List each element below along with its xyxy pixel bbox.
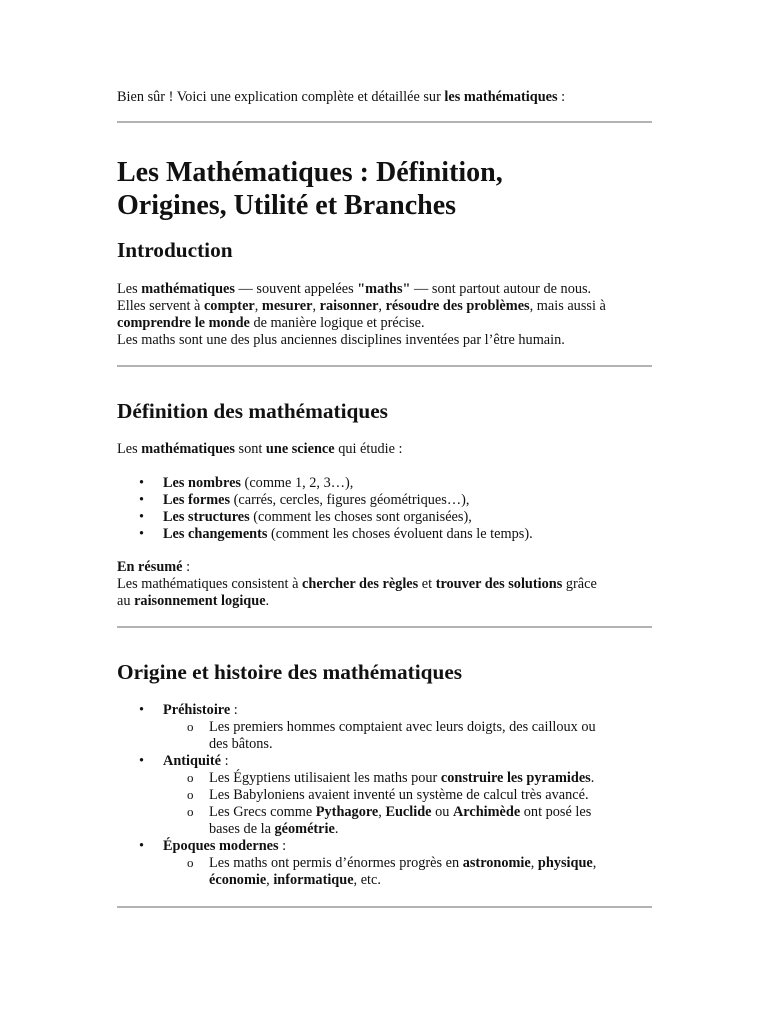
text: , — [530, 855, 538, 871]
text: : — [230, 702, 238, 718]
text: Les maths ont permis d’énormes progrès en — [209, 855, 463, 871]
title-line-1: Les Mathématiques : Définition, — [117, 157, 503, 188]
summary-label-line — [117, 559, 652, 576]
intro-paragraph-line-1 — [117, 281, 652, 298]
divider-4 — [117, 906, 652, 908]
summary-line-2 — [117, 593, 652, 610]
text: (comment les choses évoluent dans le temps). — [267, 526, 533, 542]
text: Les — [117, 281, 142, 297]
definition-lead — [117, 441, 652, 458]
text: . — [590, 770, 595, 786]
summary-label: En résumé — [117, 559, 183, 575]
bold-text: mathématiques — [141, 281, 235, 297]
bold-text: chercher des règles — [302, 576, 419, 592]
text: qui étudie : — [334, 441, 403, 457]
introduction-heading: Introduction — [117, 238, 233, 262]
bold-text: astronomie — [462, 855, 531, 871]
text: , — [378, 298, 386, 314]
list-item-prehistoire — [117, 702, 652, 719]
bold-text: Archimède — [452, 804, 521, 820]
text: : — [182, 559, 191, 575]
divider-1 — [117, 121, 652, 123]
text: et — [418, 576, 436, 592]
intro-paragraph-line-2 — [117, 298, 652, 315]
bold-text: Préhistoire — [163, 702, 231, 718]
text: des bâtons. — [209, 736, 273, 752]
text: — souvent appelées — [234, 281, 358, 297]
divider-2 — [117, 365, 652, 367]
bold-text: informatique — [273, 872, 354, 888]
text: Les Égyptiens utilisaient les maths pour — [209, 770, 441, 786]
text: , — [266, 872, 274, 888]
text: , — [312, 298, 320, 314]
list-item — [117, 526, 652, 543]
bold-text: Époques modernes — [163, 838, 279, 854]
list-item-modernes — [117, 838, 652, 855]
text: ou — [431, 804, 453, 820]
text: , — [592, 855, 597, 871]
text: Les premiers hommes comptaient avec leurs doigts, des cailloux ou — [209, 719, 596, 735]
bold-text: construire les pyramides — [440, 770, 591, 786]
text: (carrés, cercles, figures géométriques…), — [230, 492, 470, 508]
list-item — [117, 509, 652, 526]
sub-list-item — [117, 719, 652, 753]
summary-line-1 — [117, 576, 652, 593]
list-item-antiquite — [117, 753, 652, 770]
title-line-2: Origines, Utilité et Branches — [117, 190, 457, 221]
definition-list — [117, 475, 652, 543]
bold-text: Euclide — [385, 804, 432, 820]
text: Elles servent à — [117, 298, 204, 314]
text: de manière logique et précise. — [249, 315, 425, 331]
page-title — [117, 156, 652, 222]
intro-sentence-text: Bien sûr ! Voici une explication complète et détaillée sur — [117, 89, 445, 105]
bold-text: raisonnement logique — [134, 593, 266, 609]
definition-heading: Définition des mathématiques — [117, 399, 388, 423]
intro-paragraph-line-4: Les maths sont une des plus anciennes disciplines inventées par l’être humain. — [117, 332, 565, 348]
bold-text: Les nombres — [163, 475, 241, 491]
intro-sentence — [117, 89, 652, 106]
bold-text: trouver des solutions — [435, 576, 563, 592]
divider-3 — [117, 626, 652, 628]
sub-list-item — [117, 770, 652, 787]
sub-list-item — [117, 855, 652, 889]
intro-sentence-end: : — [557, 89, 566, 105]
sub-list-item — [117, 804, 652, 838]
bold-text: géométrie — [274, 821, 335, 837]
bold-text: Antiquité — [163, 753, 221, 769]
text: , etc. — [353, 872, 381, 888]
intro-sentence-bold: les mathématiques — [444, 89, 558, 105]
bold-text: une science — [265, 441, 335, 457]
text: bases de la — [209, 821, 275, 837]
intro-paragraph-line-3 — [117, 315, 652, 332]
text: Les Grecs comme — [209, 804, 316, 820]
list-item — [117, 492, 652, 509]
text: : — [221, 753, 229, 769]
text: sont — [234, 441, 266, 457]
text: Les mathématiques consistent à — [117, 576, 303, 592]
text: . — [334, 821, 339, 837]
list-item — [117, 475, 652, 492]
text: — sont partout autour de nous. — [410, 281, 592, 297]
bold-text: comprendre le monde — [117, 315, 250, 331]
bold-text: Les structures — [163, 509, 250, 525]
bold-text: "maths" — [357, 281, 411, 297]
text: au — [117, 593, 135, 609]
text: : — [278, 838, 287, 854]
origins-list — [117, 702, 652, 889]
text: Les — [117, 441, 142, 457]
bold-text: Pythagore — [315, 804, 379, 820]
bold-text: raisonner — [319, 298, 379, 314]
text: (comme 1, 2, 3…), — [240, 475, 354, 491]
bold-text: économie — [209, 872, 267, 888]
bold-text: mathématiques — [141, 441, 235, 457]
text: , — [378, 804, 386, 820]
text: grâce — [562, 576, 597, 592]
origins-heading: Origine et histoire des mathématiques — [117, 660, 463, 684]
text: , mais aussi à — [529, 298, 606, 314]
text: (comment les choses sont organisées), — [249, 509, 472, 525]
definition-summary — [117, 559, 652, 610]
text: , — [254, 298, 262, 314]
bold-text: Les formes — [163, 492, 231, 508]
bold-text: Les changements — [163, 526, 268, 542]
bold-text: physique — [537, 855, 593, 871]
text: ont posé les — [520, 804, 592, 820]
text: . — [265, 593, 270, 609]
bold-text: mesurer — [261, 298, 313, 314]
introduction-body — [117, 281, 652, 349]
bold-text: compter — [203, 298, 255, 314]
sub-list-item: o Les Babyloniens avaient inventé un système de calcul très avancé. — [117, 787, 652, 804]
bold-text: résoudre des problèmes — [385, 298, 530, 314]
